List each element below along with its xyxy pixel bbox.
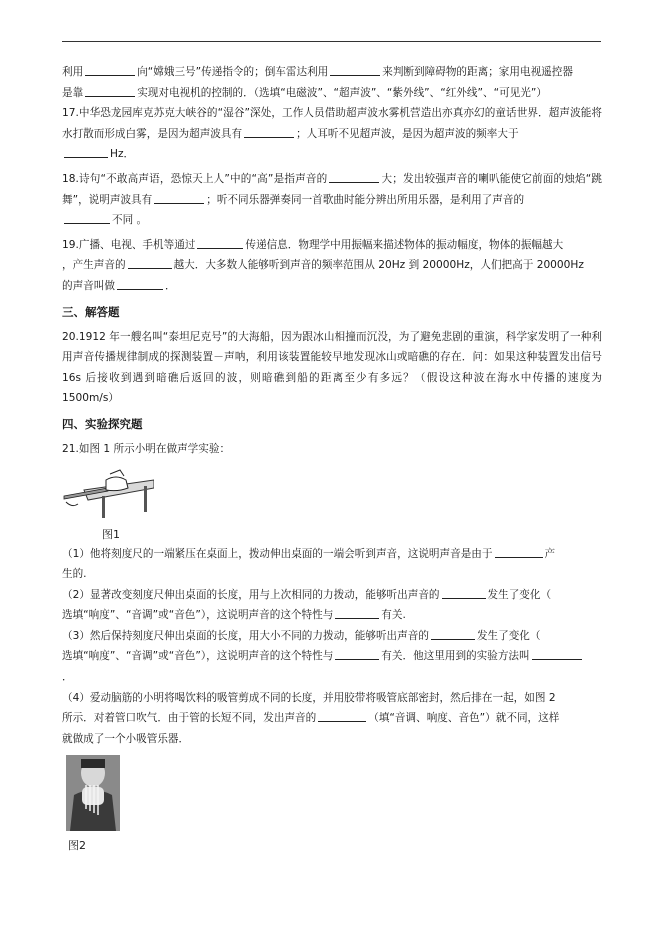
figure-1-caption: 图1	[102, 527, 120, 541]
q16-line-1: 利用 向“嫦娥三号”传递指令的；倒车雷达利用 来判断到障碍物的距离；家用电视遥控器	[62, 62, 602, 83]
q21-part-3: （3）然后保持刻度尺伸出桌面的长度，用大小不同的力拨动，能够听出声音的 发生了变化（ 选填“响度”、“音调”或“音色”），这说明声音的这个特性与 有关．他这里用到的实验方法叫 ．	[62, 626, 602, 688]
question-17: 17.中华恐龙园库克苏克大峡谷的“湿谷”深处，工作人员借助超声波水雾机营造出亦真亦幻的童话世界．超声波能将水打散而形成白雾，是因为超声波具有 ；人耳听不见超声波，是因为超声波的频率大于 Hz．	[62, 107, 603, 161]
q21-part-4: （4）爱动脑筋的小明将喝饮料的吸管剪成不同的长度，并用胶带将吸管底部密封，然后排在一起，如图 2 所示．对着管口吹气．由于管的长短不同，发出声音的 （填“音调、响度、音色”）就不同，这样 就做成了一个小吸管乐器．	[62, 691, 560, 745]
q19-blank-2[interactable]	[128, 256, 172, 269]
q19-blank-3[interactable]	[117, 277, 163, 290]
figure-2-caption: 图2	[68, 839, 86, 853]
q21-blank-2[interactable]	[442, 586, 486, 599]
q19-blank-1[interactable]	[197, 236, 243, 249]
figure-1-ruler-on-desk	[62, 468, 154, 520]
question-20: 20.1912 年一艘名叫“泰坦尼克号”的大海船，因为跟冰山相撞而沉没，为了避免悲剧的重演，科学家发明了一种利用声音传播规律制成的探测装置－声呐，利用该装置能较早地发现冰山或暗礁的存在．问：如果这种装置发出信号 16s 后接收到遇到暗礁后返回的波，则暗礁到船的距离至少有多远？（假设这种波在海水中传播的速度为 1500m/s）	[62, 330, 602, 405]
section-3-title: 三、解答题	[62, 304, 120, 319]
q16-blank-1[interactable]	[85, 63, 135, 76]
q21-blank-1[interactable]	[495, 545, 543, 558]
q17-blank-2[interactable]	[64, 145, 108, 158]
question-18: 18.诗句“不敢高声语，恐惊天上人”中的“高”是指声音的 大；发出较强声音的喇叭能使它前面的烛焰“跳舞”，说明声波具有 ；听不同乐器弹奏同一首歌曲时能分辨出所用乐器，是利用了声音的 不同 。	[62, 169, 602, 231]
q16-blank-2[interactable]	[330, 63, 380, 76]
question-19: 19.广播、电视、手机等通过 传递信息．物理学中用振幅来描述物体的振动幅度，物体的振幅越大 ，产生声音的 越大．大多数人能够听到声音的频率范围从 20Hz 到 20000Hz，人们把高于 20000Hz 的声音叫做 ．	[62, 235, 602, 297]
q18-blank-3[interactable]	[64, 211, 110, 224]
q21-blank-3[interactable]	[335, 606, 379, 619]
q18-blank-1[interactable]	[329, 170, 379, 183]
q21-blank-4[interactable]	[431, 627, 475, 640]
content	[62, 62, 602, 855]
q21-blank-6[interactable]	[532, 647, 582, 660]
header-rule	[62, 41, 601, 42]
q21-intro: 21.如图 1 所示小明在做声学实验：	[62, 442, 231, 455]
section-4-title: 四、实验探究题	[62, 416, 143, 431]
q21-blank-5[interactable]	[335, 647, 379, 660]
q18-blank-2[interactable]	[154, 191, 204, 204]
q16-line-2: 是靠 实现对电视机的控制的．（选填“电磁波”、“超声波”、“紫外线”、“红外线”、“可见光”）	[62, 83, 602, 104]
q16-blank-3[interactable]	[85, 84, 135, 97]
q21-blank-7[interactable]	[318, 709, 366, 722]
q21-part-2: （2）显著改变刻度尺伸出桌面的长度，用与上次相同的力拨动，能够听出声音的 发生了变化（ 选填“响度”、“音调”或“音色”），这说明声音的这个特性与 有关.	[62, 585, 602, 626]
q17-blank-1[interactable]	[244, 125, 294, 138]
figure-2-straw-flute-photo	[66, 755, 120, 831]
q21-part-1: （1）他将刻度尺的一端紧压在桌面上，拨动伸出桌面的一端会听到声音，这说明声音是由于 产 生的.	[62, 544, 602, 585]
